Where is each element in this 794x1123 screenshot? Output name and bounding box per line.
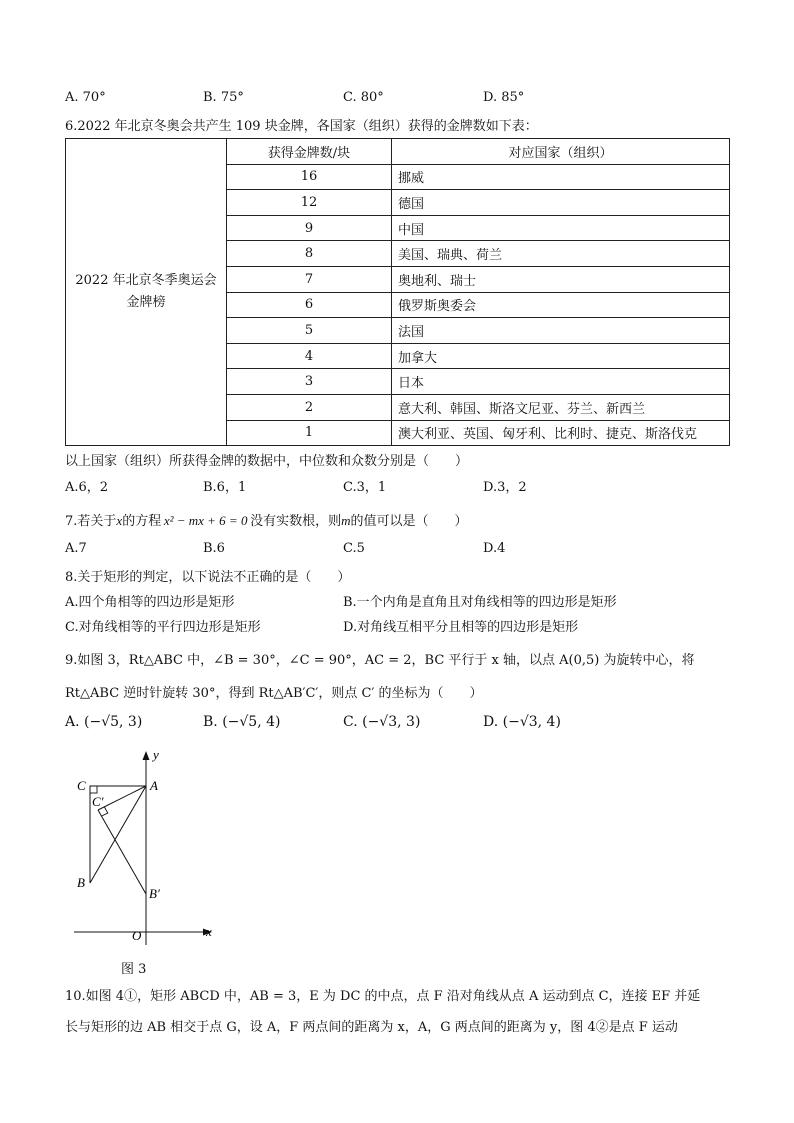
medal-count: 1 xyxy=(227,420,392,446)
q5-option-d[interactable]: D. 85° xyxy=(483,90,525,105)
medal-count: 5 xyxy=(227,318,392,344)
q6-option-d[interactable]: D.3，2 xyxy=(483,480,527,495)
header-medals: 获得金牌数/块 xyxy=(227,139,392,165)
medal-count: 3 xyxy=(227,369,392,395)
medal-count: 12 xyxy=(227,190,392,216)
q9-option-a[interactable]: A. (−√5, 3) xyxy=(65,714,143,730)
country-list: 法国 xyxy=(392,318,730,344)
right-angle-c xyxy=(90,786,97,793)
q6-option-b[interactable]: B.6，1 xyxy=(203,480,247,495)
q8-option-d[interactable]: D.对角线互相平分且相等的四边形是矩形 xyxy=(343,620,579,635)
label-bp: B′ xyxy=(149,886,160,901)
medal-count: 4 xyxy=(227,343,392,369)
q7-option-c[interactable]: C.5 xyxy=(343,541,365,556)
q6-question: 以上国家（组织）所获得金牌的数据中，中位数和众数分别是（ ） xyxy=(65,454,469,469)
label-cp: C′ xyxy=(92,794,104,809)
medal-count: 9 xyxy=(227,215,392,241)
medal-count: 2 xyxy=(227,394,392,420)
q7-stem-part: 的方程 xyxy=(122,514,162,529)
label-y: y xyxy=(153,747,159,762)
medal-table xyxy=(65,138,730,446)
q9-option-d[interactable]: D. (−√3, 4) xyxy=(483,714,561,730)
q10-line2: 长与矩形的边 AB 相交于点 G，设 A，F 两点间的距离为 x，A，G 两点间的距离为 y，图 4②是点 F 运动 xyxy=(65,1020,678,1035)
q6-stem: 6.2022 年北京冬奥会共产生 109 块金牌，各国家（组织）获得的金牌数如下表： xyxy=(65,119,538,134)
label-c: C xyxy=(77,778,86,793)
q7-stem-part: 没有实数根，则 xyxy=(250,514,342,529)
q10-line1: 10.如图 4①，矩形 ABCD 中，AB = 3，E 为 DC 的中点，点 F 沿对角线从点 A 运动到点 C，连接 EF 并延 xyxy=(65,989,701,1004)
merged-label-line1: 2022 年北京冬季奥运会 xyxy=(75,273,217,289)
label-b: B xyxy=(77,875,85,890)
country-list: 日本 xyxy=(392,369,730,395)
medal-count: 16 xyxy=(227,164,392,190)
label-a: A xyxy=(150,778,158,793)
label-x: x xyxy=(206,924,212,939)
q9-line2: Rt△ABC 逆时针旋转 30°，得到 Rt△AB′C′，则点 C′ 的坐标为（ ） xyxy=(65,686,483,701)
q7-stem xyxy=(65,510,468,529)
var-m: m xyxy=(341,513,351,528)
country-list: 意大利、韩国、斯洛文尼亚、芬兰、新西兰 xyxy=(392,394,730,420)
var-x: x xyxy=(116,513,123,528)
q6-option-a[interactable]: A.6，2 xyxy=(65,480,109,495)
y-axis-arrow xyxy=(143,751,150,760)
q7-option-d[interactable]: D.4 xyxy=(483,541,506,556)
q9-line1: 9.如图 3，Rt△ABC 中，∠B = 30°，∠C = 90°，AC = 2，BC 平行于 x 轴，以点 A(0,5) 为旋转中心，将 xyxy=(65,653,695,668)
label-o: O xyxy=(132,928,142,943)
figure-3 xyxy=(60,745,230,975)
segment-cpbp xyxy=(98,810,146,894)
q7-option-a[interactable]: A.7 xyxy=(65,541,87,556)
q8-option-b[interactable]: B.一个内角是直角且对角线相等的四边形是矩形 xyxy=(343,595,617,610)
table-header-row xyxy=(66,139,730,165)
country-list: 美国、瑞典、荷兰 xyxy=(392,241,730,267)
medal-count: 7 xyxy=(227,266,392,292)
medal-count: 6 xyxy=(227,292,392,318)
figure-3-caption: 图 3 xyxy=(121,962,147,977)
q7-stem-part: 的值可以是（ ） xyxy=(350,514,468,529)
q5-option-b[interactable]: B. 75° xyxy=(203,90,244,105)
q7-option-b[interactable]: B.6 xyxy=(203,541,225,556)
q7-equation: x² − mx + 6 = 0 xyxy=(163,513,248,528)
country-list: 加拿大 xyxy=(392,343,730,369)
q9-option-b[interactable]: B. (−√5, 4) xyxy=(203,714,281,730)
country-list: 中国 xyxy=(392,215,730,241)
header-countries: 对应国家（组织） xyxy=(392,139,730,165)
q7-stem-part: 7.若关于 xyxy=(65,514,117,529)
country-list: 奥地利、瑞士 xyxy=(392,266,730,292)
q8-option-c[interactable]: C.对角线相等的平行四边形是矩形 xyxy=(65,620,261,635)
q8-option-a[interactable]: A.四个角相等的四边形是矩形 xyxy=(65,595,235,610)
country-list: 澳大利亚、英国、匈牙利、比利时、捷克、斯洛伐克 xyxy=(392,420,730,446)
merged-label-line2: 金牌榜 xyxy=(126,295,166,311)
medal-count: 8 xyxy=(227,241,392,267)
country-list: 挪威 xyxy=(392,164,730,190)
country-list: 德国 xyxy=(392,190,730,216)
q5-option-a[interactable]: A. 70° xyxy=(65,90,106,105)
q8-stem: 8.关于矩形的判定，以下说法不正确的是（ ） xyxy=(65,570,351,585)
table-merged-label xyxy=(66,139,227,446)
q6-option-c[interactable]: C.3，1 xyxy=(343,480,387,495)
q5-option-c[interactable]: C. 80° xyxy=(343,90,384,105)
country-list: 俄罗斯奥委会 xyxy=(392,292,730,318)
q9-option-c[interactable]: C. (−√3, 3) xyxy=(343,714,421,730)
